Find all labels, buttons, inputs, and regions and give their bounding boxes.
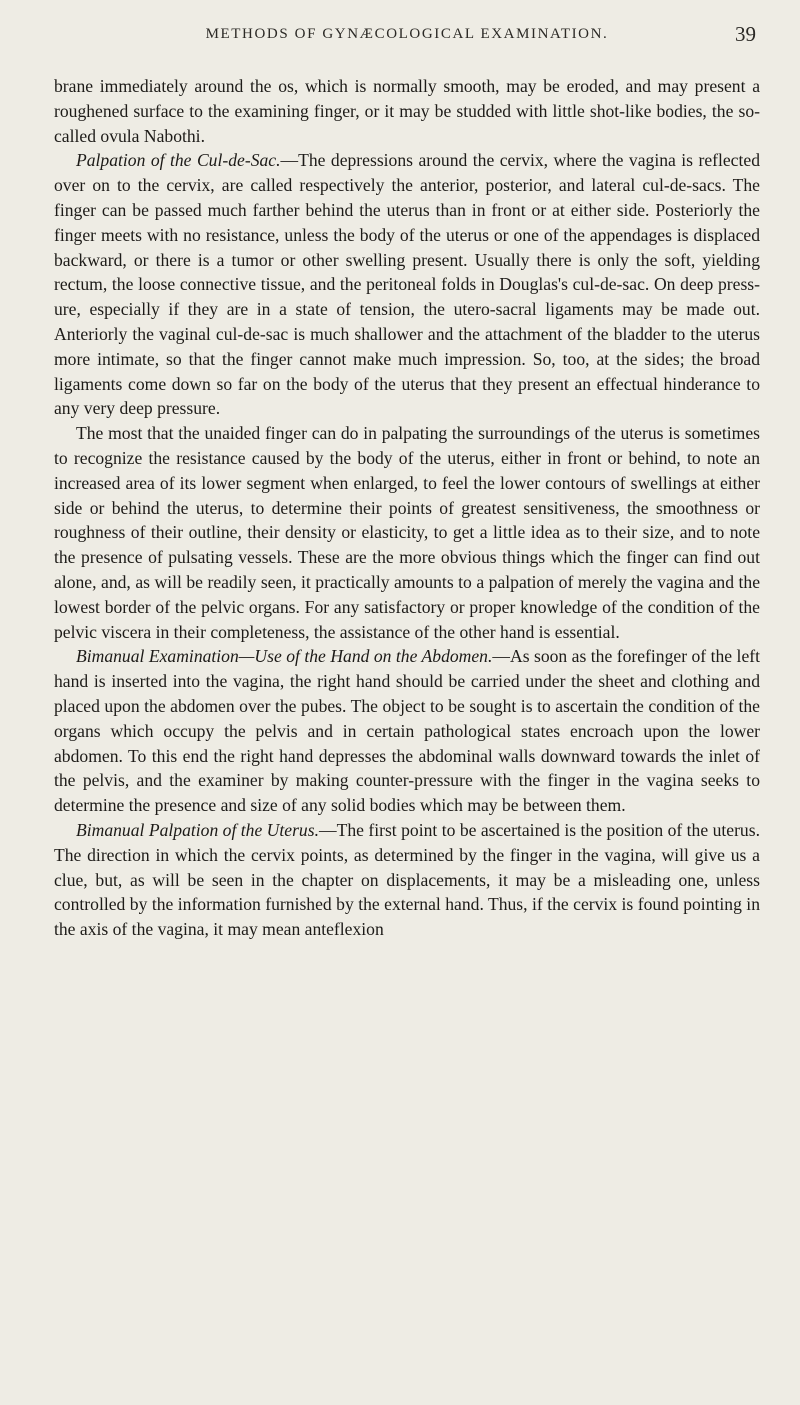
running-head <box>54 24 760 56</box>
section-heading-bimanual-examination: Bimanual Examination—Use of the Hand on the Abdomen. <box>76 646 493 667</box>
section-heading-bimanual-palpation: Bimanual Palpation of the Uterus. <box>76 819 319 840</box>
running-title: METHODS OF GYNÆCOLOGICAL EXAMINATION. <box>205 26 609 42</box>
paragraph-bimanual-examination-text: —As soon as the forefinger of the left hand is inserted into the vagina, the right hand should be carried under the sheet and clothing and placed upon the abdomen over the pubes. The object to be sought is to ascertain the condition of the organs which occupy the pelvis and in certain pathological states encroach upon the lower abdomen. To this end the right hand depresses the abdominal walls downward towards the inlet of the pelvis, and the examiner by making counter-pressure with the finger in the vagina seeks to determine the presence and size of any solid bodies which may be between them. <box>54 646 761 816</box>
paragraph-bimanual-palpation <box>54 818 760 942</box>
paragraph-bimanual-examination <box>54 644 760 818</box>
paragraph-cul-de-sac-text: —The depressions around the cervix, where the vagina is reflected over on to the cervix, are called respectively the anterior, posterior, and lateral cul-de-sacs. The finger can be passed much farther behind the uterus than in front or at either side. Posteriorly the finger meets with no resistance, unless the body of the uterus or one of the appendages is displaced backward, or there is a tumor or other swelling present. Usually there is only the soft, yielding rectum, the loose connective tissue, and the peritoneal folds in Douglas's cul-de-sac. On deep pressure, especially if they are in a state of tension, the utero-sacral ligaments may be made out. Anteriorly the vaginal cul-de-sac is much shallower and the attachment of the bladder to the uterus more intimate, so that the finger cannot make much impression. So, too, at the sides; the broad ligaments come down so far on the body of the uterus that they present an effectual hinderance to any very deep pressure. <box>54 150 760 419</box>
body-text <box>54 74 760 942</box>
paragraph-ovula-nabothi: brane immediately around the os, which is normally smooth, may be eroded, and may present a roughened surface to the examining finger, or it may be studded with little shot-like bodies, the so-called ovula Nabothi. <box>54 76 760 146</box>
paragraph-cul-de-sac <box>54 148 760 421</box>
page-number: 39 <box>735 22 756 46</box>
section-heading-cul-de-sac: Palpation of the Cul-de-Sac. <box>76 150 281 171</box>
book-page <box>54 24 760 942</box>
paragraph-unaided-finger: The most that the unaided finger can do in palpating the surroundings of the uterus is sometimes to recognize the resistance caused by the body of the uterus, either in front or behind, to note an increased area of its lower segment when enlarged, to feel the lower contours of swellings at either side or behind the uterus, to determine their points of greatest sensitiveness, the smoothness or roughness of their outline, their density or elasticity, to get a little idea as to their size, and to note the presence of pulsating vessels. These are the more obvious things which the finger can find out alone, and, as will be readily seen, it practically amounts to a palpation of merely the vagina and the lowest border of the pelvic organs. For any satisfactory or proper knowledge of the condition of the pelvic viscera in their completeness, the assistance of the other hand is essential. <box>54 423 760 642</box>
paragraph-bimanual-palpation-text: —The first point to be ascertained is the position of the uterus. The direction in which the cervix points, as determined by the finger in the vagina, will give us a clue, but, as will be seen in the chapter on displacements, it may be a misleading one, unless controlled by the information furnished by the external hand. Thus, if the cervix is found pointing in the axis of the vagina, it may mean anteflexion <box>54 819 760 940</box>
